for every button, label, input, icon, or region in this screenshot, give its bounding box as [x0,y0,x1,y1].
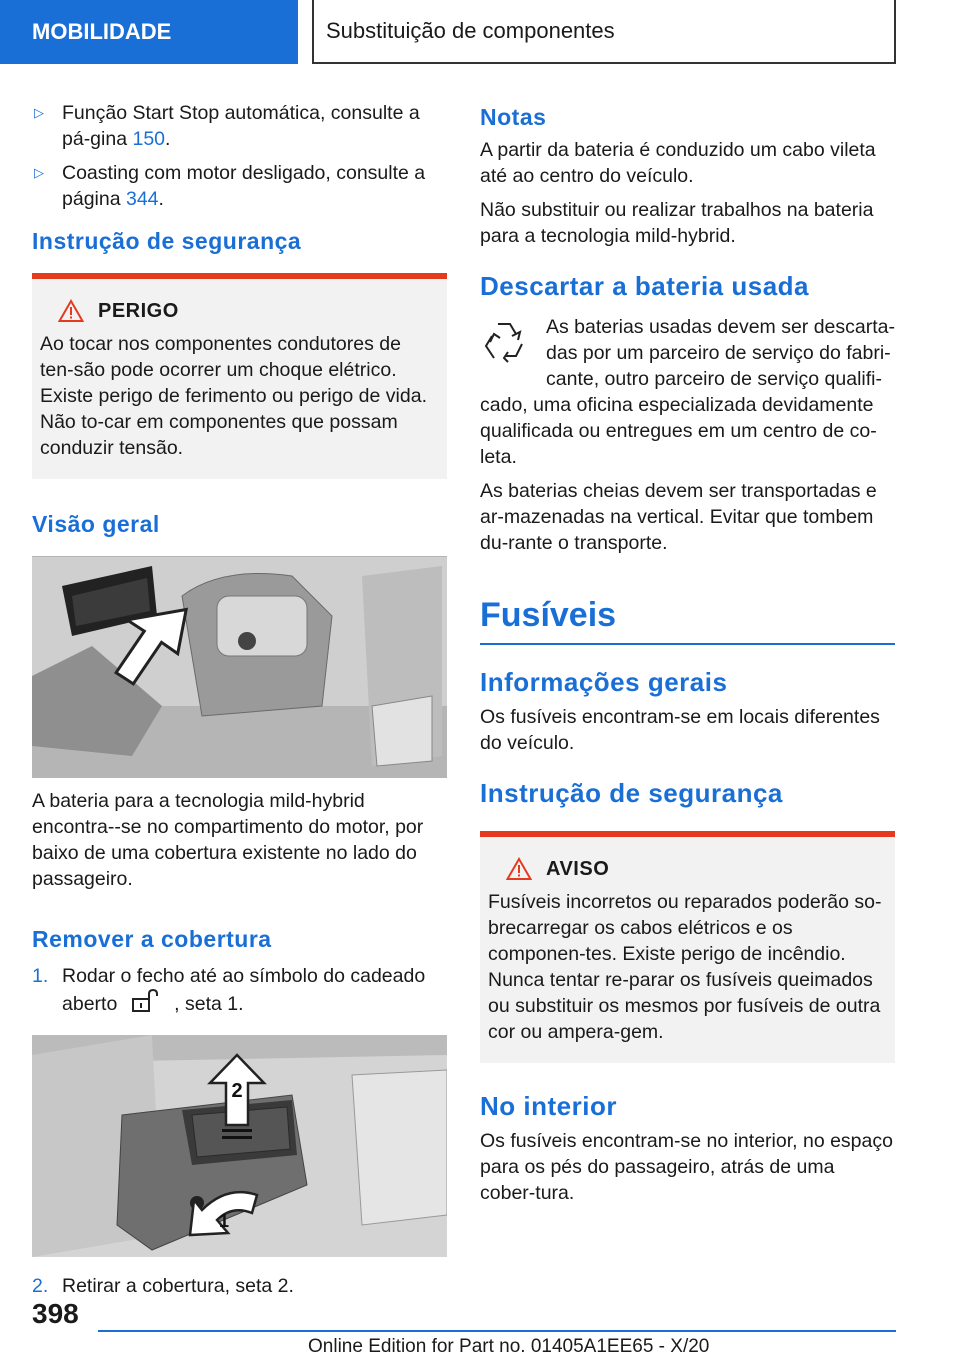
dispose-text: cado, uma oficina especializada devidamente qualificada ou entregues em um centro de co‐leta. [480,394,877,468]
arrow-label-1: 1 [218,1211,230,1231]
section-heading: No interior [480,1091,617,1121]
chapter-heading: Fusíveis [480,596,895,645]
section-tab: MOBILIDADE [0,0,298,64]
step-number: 1. [32,965,49,987]
list-item: 2. Retirar a cobertura, seta 2. [32,1275,294,1297]
page-number: 398 [32,1298,79,1329]
danger-label: PERIGO [98,299,179,322]
open-padlock-icon [129,989,163,1013]
feature-list [32,100,447,212]
triangle-bullet-icon: ▷ [34,165,44,180]
warning-text: Fusíveis incorretos ou reparados poderão so‐brecarregar os cabos elétricos e os componen‐tes. Existe perigo de incêndio. Nunca tentar re‐parar os fusíveis queimados ou substituir os mesmos por fusíveis de outra cor ou ampera‐gem. [488,891,882,1043]
section-heading: Remover a cobertura [32,926,272,952]
warning-triangle-icon [58,299,84,323]
dispose-text: As baterias usadas devem ser descarta‐das por um parceiro de serviço do fabri‐cante, outro parceiro de serviço qualifi‐ [546,316,896,390]
general-text: Os fusíveis encontram-se em locais diferentes do veículo. [480,706,880,754]
section-heading: Descartar a bateria usada [480,271,810,301]
engine-bay-photo [32,556,447,778]
section-heading: Notas [480,104,547,130]
list-item: ▷ Coasting com motor desligado, consulte a página 344. [34,162,426,210]
step-number: 2. [32,1275,49,1297]
notes-text: Não substituir ou realizar trabalhos na bateria para a tecnologia mild-hybrid. [480,199,874,247]
warning-triangle-icon [506,857,532,881]
overview-text: A bateria para a tecnologia mild-hybrid encontra‐-se no compartimento do motor, por baixo de uma cobertura existente no lado do passageiro. [32,790,424,890]
recycle-paragraph [480,314,895,470]
list-item: ▷ Função Start Stop automática, consulte a pá‐gina 150. [34,102,420,150]
battery-cover-photo [32,1035,447,1257]
chapter-title: Substituição de componentes [312,0,896,64]
recycle-icon [480,318,528,366]
footer-divider [98,1330,896,1332]
section-heading: Instrução de segurança [32,228,302,254]
page-link[interactable]: 344 [125,188,159,210]
edition-note: Online Edition for Part no. 01405A1EE65 - X/20 [308,1336,710,1357]
notes-text: A partir da bateria é conduzido um cabo vileta até ao centro do veículo. [480,139,876,187]
triangle-bullet-icon: ▷ [34,105,44,120]
section-heading: Instrução de segurança [480,778,783,808]
danger-box [32,273,447,479]
step-list [32,1273,447,1299]
warning-box [480,831,895,1063]
list-item: 1. Rodar o fecho até ao símbolo do cadeado aberto , seta 1. [32,965,426,1015]
dispose-text: As baterias cheias devem ser transportadas e ar‐mazenadas na vertical. Evitar que tombem du‐rante o transporte. [480,480,877,554]
section-heading: Visão geral [32,511,160,537]
warning-label: AVISO [546,857,610,880]
page-link[interactable]: 150 [132,128,166,150]
step-list [32,963,447,1017]
left-column [32,100,447,1313]
section-heading: Informações gerais [480,667,728,697]
right-column [480,100,895,1214]
arrow-label-2: 2 [231,1080,243,1102]
interior-text: Os fusíveis encontram-se no interior, no espaço para os pés do passageiro, atrás de uma cober‐tura. [480,1130,893,1204]
danger-text: Ao tocar nos componentes condutores de ten‐são pode ocorrer um choque elétrico. Existe perigo de ferimento ou perigo de vida. Não to‐car em componentes que possam conduzir tensão. [40,333,427,459]
